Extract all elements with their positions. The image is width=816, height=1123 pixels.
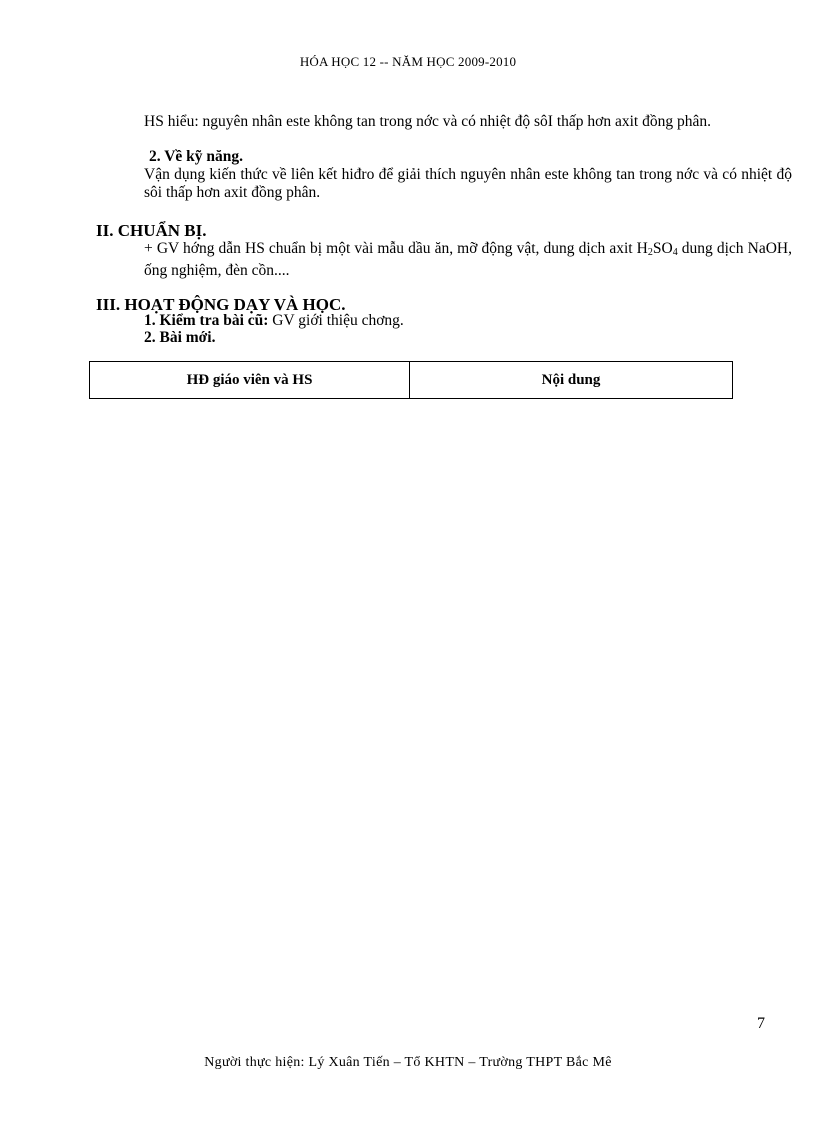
lesson-table xyxy=(89,361,733,399)
page-footer: Người thực hiện: Lý Xuân Tiến – Tổ KHTN – Trường THPT Bắc Mê xyxy=(204,1055,612,1070)
page-header: HÓA HỌC 12 -- NĂM HỌC 2009-2010 xyxy=(299,54,517,69)
table-header-row xyxy=(90,362,733,399)
knowledge-paragraph: HS hiểu: nguyên nhân este không tan trong nớc và có nhiệt độ sôI thấp hơn axit đồng phân. xyxy=(144,113,711,130)
prep-subscript-1: 2 xyxy=(647,247,653,258)
check-label: 1. Kiểm tra bài cũ: xyxy=(144,312,269,329)
prep-text-2: SO xyxy=(652,240,673,257)
check-old-lesson xyxy=(96,312,792,330)
page-number: 7 xyxy=(757,1015,765,1032)
prep-subscript-2: 4 xyxy=(672,247,678,258)
preparation-paragraph xyxy=(96,240,792,280)
prep-text-3: dung dịch NaOH, ống nghiệm, đèn cồn.... xyxy=(144,240,792,279)
new-lesson-heading: 2. Bài mới. xyxy=(144,329,216,346)
section-heading-preparation: II. CHUẨN BỊ. xyxy=(96,221,207,240)
skills-paragraph: Vận dụng kiến thức về liên kết hiđro để giải thích nguyên nhân este không tan trong nớc và có nhiệt độ sôi thấp hơn axit đồng phân. xyxy=(144,166,792,201)
skills-heading: 2. Về kỹ năng. xyxy=(149,148,244,165)
check-text: GV giới thiệu chơng. xyxy=(268,312,404,329)
section-heading-activities: III. HOẠT ĐỘNG DẠY VÀ HỌC. xyxy=(96,295,346,314)
prep-text-1: + GV hớng dẫn HS chuẩn bị một vài mẫu dầu ăn, mỡ động vật, dung dịch axit H xyxy=(144,240,648,257)
table-header-content: Nội dung xyxy=(410,362,733,399)
table-header-teacher-student: HĐ giáo viên và HS xyxy=(90,362,410,399)
